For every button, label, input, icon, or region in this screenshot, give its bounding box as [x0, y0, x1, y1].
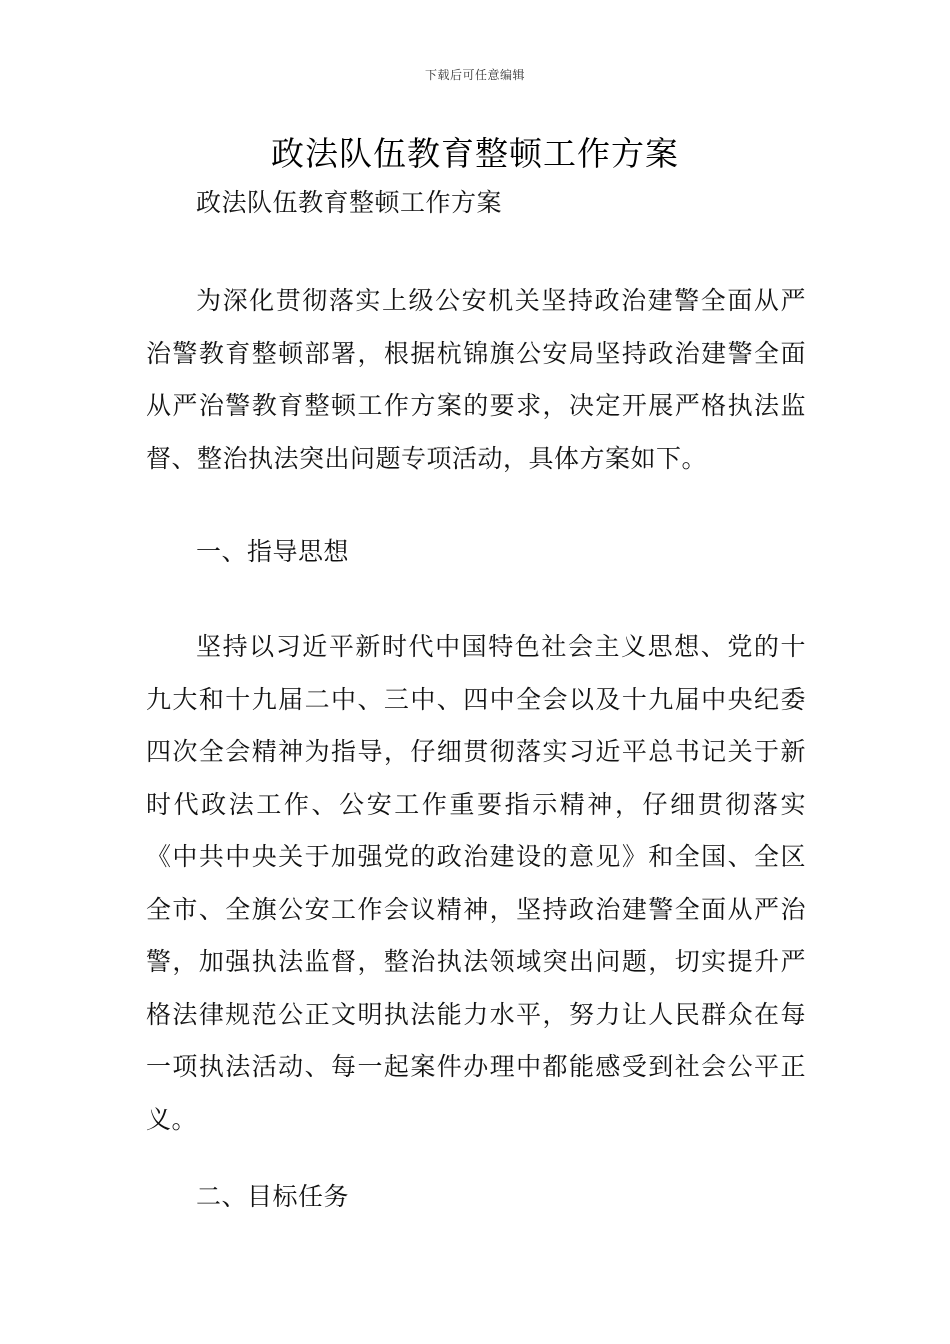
section-heading-guiding-ideology: 一、指导思想: [196, 537, 350, 566]
header-note: 下载后可任意编辑: [424, 68, 525, 82]
guiding-ideology-paragraph: 坚持以习近平新时代中国特色社会主义思想、党的十九大和十九届二中、三中、四中全会以及十九届中央纪委四次全会精神为指导，仔细贯彻落实习近平总书记关于新时代政法工作、公安工作重要指示精神，仔细贯彻落实《中共中央关于加强党的政治建设的意见》和全国、全区全市、全旗公安工作会议精神，坚持政治建警全面从严治警，加强执法监督，整治执法领域突出问题，切实提升严格法律规范公正文明执法能力水平，努力让人民群众在每一项执法活动、每一起案件办理中都能感受到社会公平正义。: [146, 632, 806, 1134]
document-title: 政法队伍教育整顿工作方案: [271, 134, 679, 173]
document-subtitle: 政法队伍教育整顿工作方案: [196, 188, 503, 217]
intro-paragraph: 为深化贯彻落实上级公安机关坚持政治建警全面从严治警教育整顿部署，根据杭锦旗公安局坚持政治建警全面从严治警教育整顿工作方案的要求，决定开展严格执法监督、整治执法突出问题专项活动，具体方案如下。: [146, 286, 806, 473]
section-heading-goals-tasks: 二、目标任务: [196, 1182, 350, 1211]
